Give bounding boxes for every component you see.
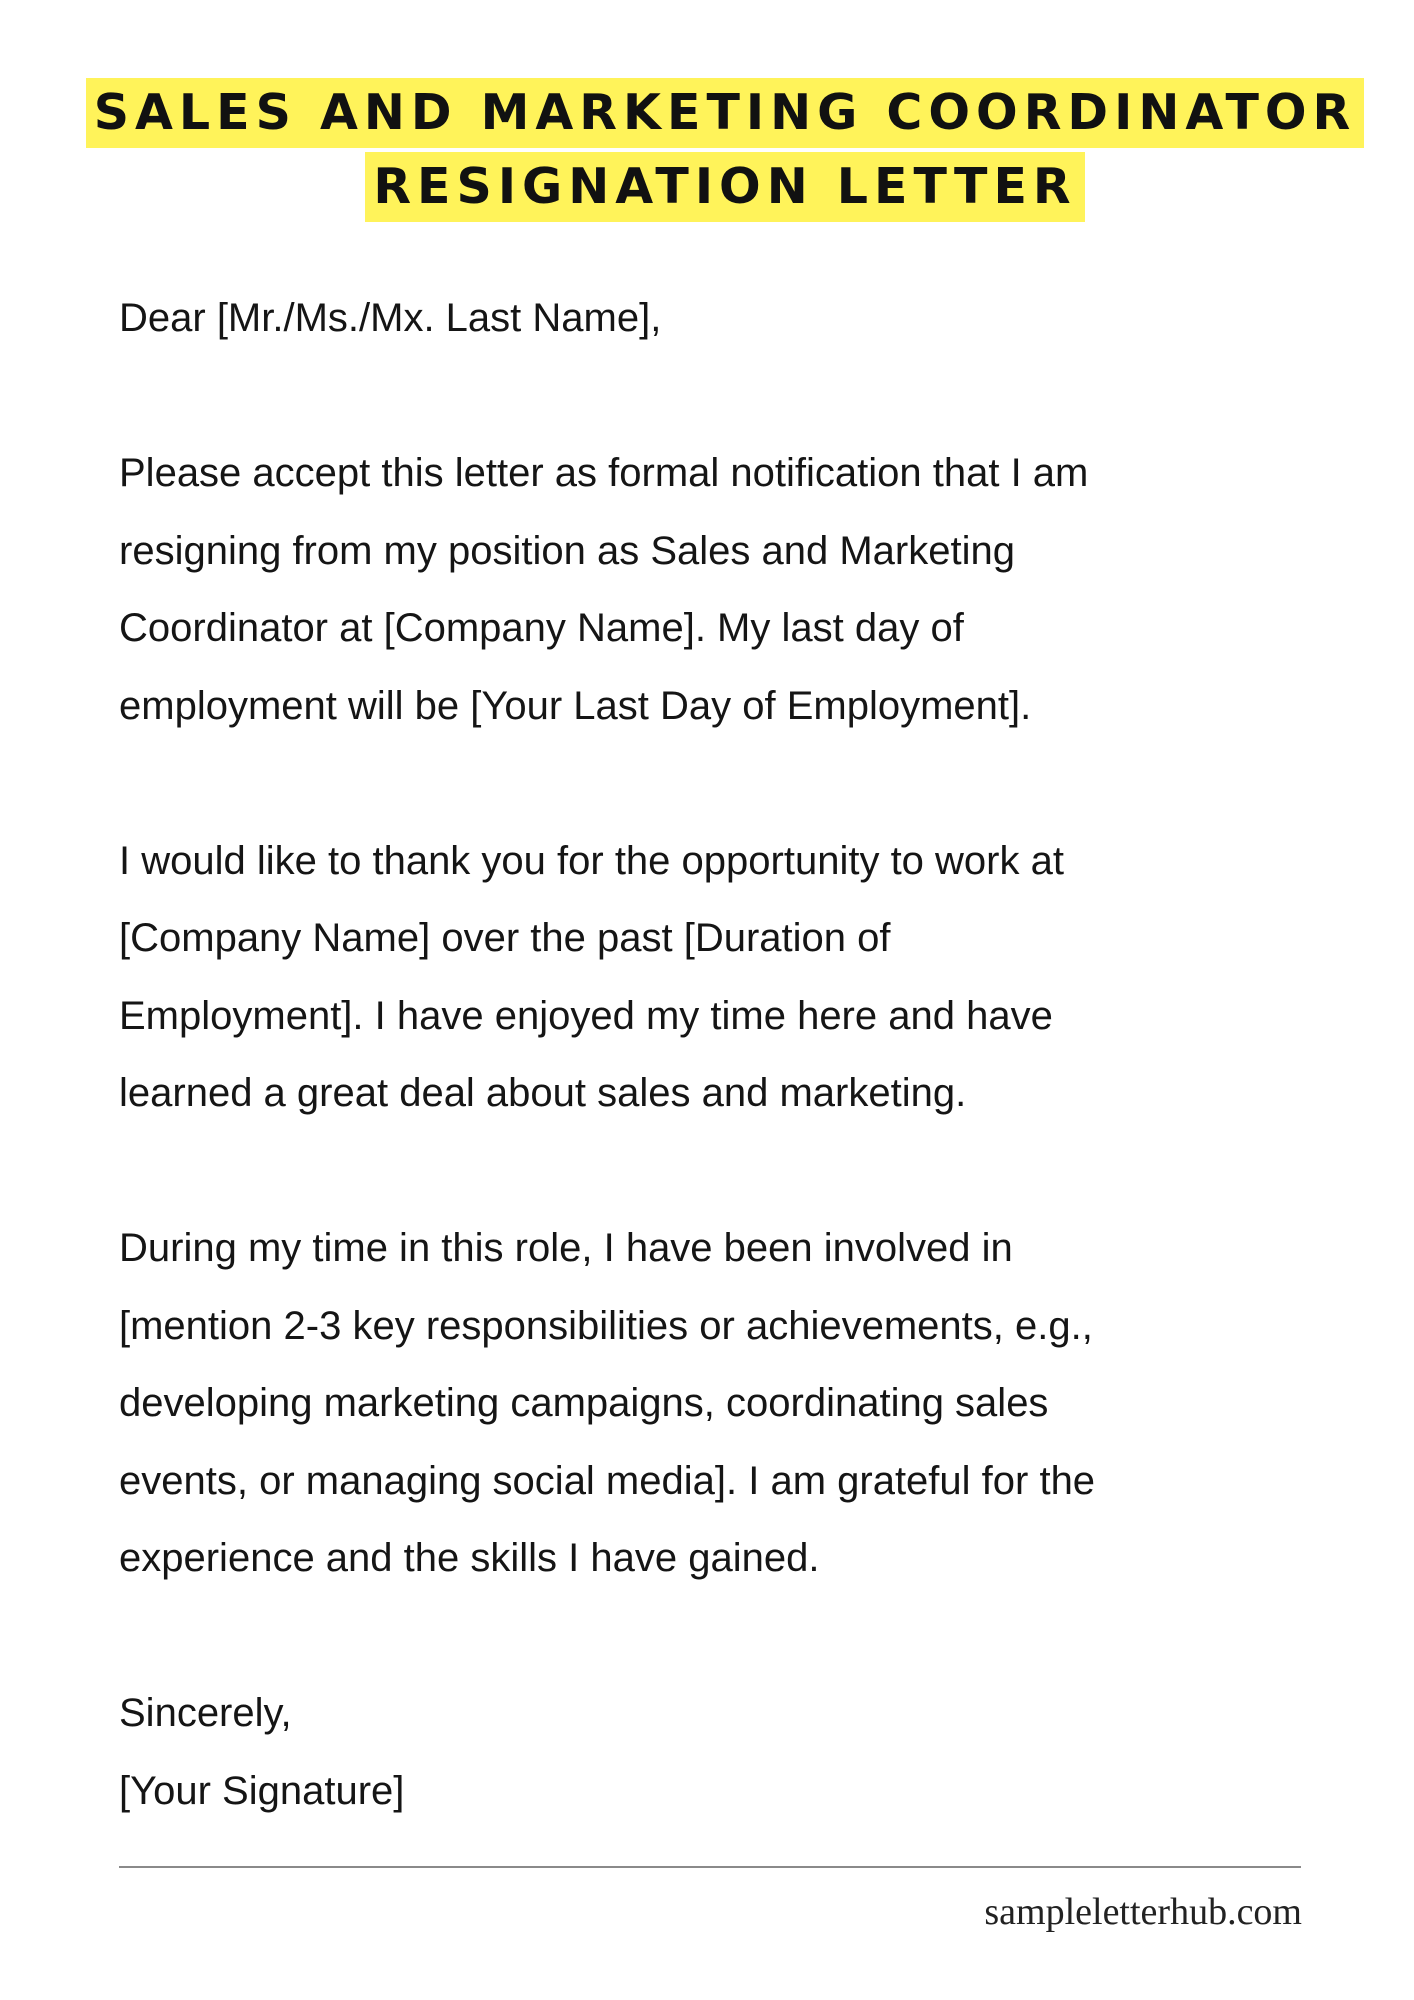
title-line-2: RESIGNATION LETTER <box>365 152 1084 222</box>
spacer <box>119 745 1319 823</box>
paragraph-line: learned a great deal about sales and marketing. <box>119 1071 967 1115</box>
paragraph-line: Please accept this letter as formal notification that I am <box>119 451 1089 495</box>
paragraph-3 <box>119 1210 1319 1598</box>
paragraph-line: events, or managing social media]. I am grateful for the <box>119 1458 1096 1503</box>
paragraph-line: I would like to thank you for the opportunity to work at <box>119 838 1064 883</box>
page-title <box>0 78 1414 222</box>
paragraph-2 <box>119 823 1319 1133</box>
paragraph-line: Coordinator at [Company Name]. My last day of <box>119 606 964 650</box>
paragraph-line: [Company Name] over the past [Duration of <box>119 916 891 960</box>
title-row-2 <box>18 152 1414 222</box>
salutation: Dear [Mr./Ms./Mx. Last Name], <box>119 296 662 340</box>
paragraph-line: resigning from my position as Sales and Marketing <box>119 528 1015 573</box>
title-line-1: SALES AND MARKETING COORDINATOR <box>86 78 1365 148</box>
footer-divider <box>119 1866 1301 1868</box>
paragraph-line: [mention 2-3 key responsibilities or achievements, e.g., <box>119 1303 1093 1348</box>
spacer <box>119 1133 1319 1211</box>
paragraph-1 <box>119 435 1319 745</box>
title-row-1 <box>18 78 1414 148</box>
paragraph-line: employment will be [Your Last Day of Employment]. <box>119 683 1032 728</box>
letter-body <box>119 280 1319 1830</box>
spacer <box>119 358 1319 436</box>
spacer <box>119 1598 1319 1676</box>
paragraph-line: experience and the skills I have gained. <box>119 1536 820 1580</box>
paragraph-line: Employment]. I have enjoyed my time here and have <box>119 993 1053 1038</box>
signature: [Your Signature] <box>119 1768 405 1813</box>
paragraph-line: During my time in this role, I have been involved in <box>119 1226 1013 1270</box>
paragraph-line: developing marketing campaigns, coordinating sales <box>119 1381 1049 1425</box>
closing: Sincerely, <box>119 1691 292 1735</box>
site-footer: sampleletterhub.com <box>984 1891 1302 1933</box>
